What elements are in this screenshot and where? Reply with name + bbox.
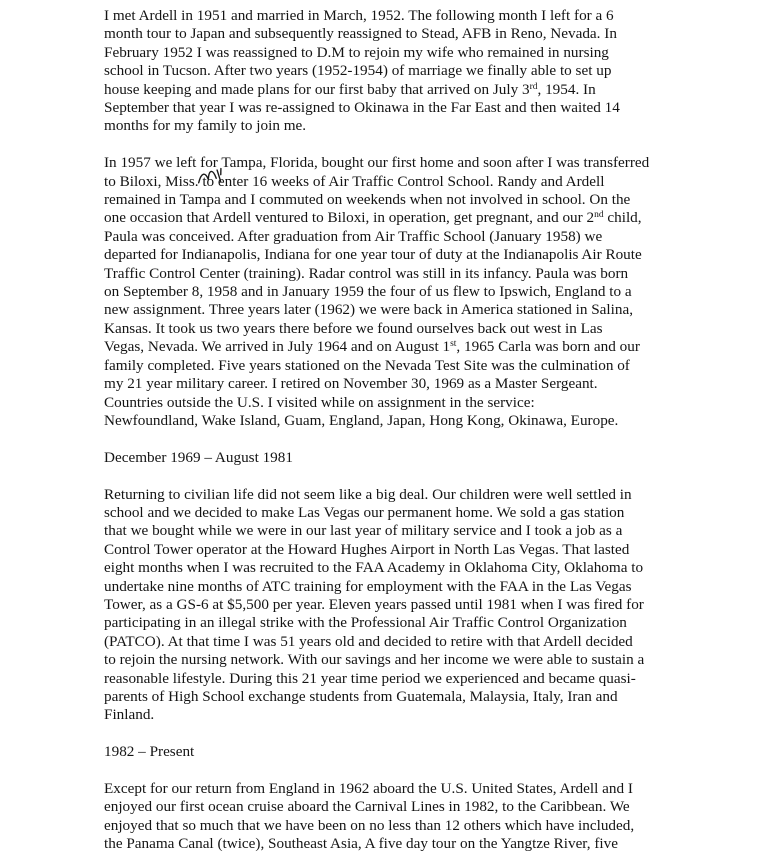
paragraph-gap [104, 467, 656, 485]
ordinal-suffix: rd [529, 81, 538, 92]
ordinal-suffix: nd [594, 210, 604, 221]
section-heading-1982-present: 1982 – Present [104, 743, 195, 761]
paragraph-gap [104, 136, 656, 154]
paragraph-cruises: Except for our return from England in 1962 aboard the U.S. United States, Ardell and I enjoyed our first ocean cruise aboard the Carnival Lines in 1982, to the Caribbean. We enjoyed that so much that we have been on no less than 12 others which have included, the Panama Canal (twice), Southeast Asia, A five day tour on the Yangtze River, five [104, 779, 635, 853]
paragraph-gap [104, 725, 656, 743]
section-heading-1969-1981: December 1969 – August 1981 [104, 448, 293, 466]
paragraph-gap [104, 762, 656, 780]
paragraph-civilian-life: Returning to civilian life did not seem like a big deal. Our children were well settled in school and we decided to make Las Vegas our permanent home. We sold a gas station that we bought while we were in our last year of military service and I took a job as a Control Tower operator at the Howard Hughes Airport in North Las Vegas. That lasted eight months when I was recruited to the FAA Academy in Oklahoma City, Oklahoma to undertake nine months of ATC training for employment with the FAA in the Las Vegas Tower, as a GS-6 at $5,500 per year. Eleven years passed until 1981 when I was fired for participating in an illegal strike with the Professional Air Traffic Control Organization (PATCO). At that time I was 51 years old and decided to retire with that Ardell decided to rejoin the nursing network. With our savings and her income we were able to sustain a reasonable lifestyle. During this 21 year time period we experienced and became quasi- parents of High School exchange students from Guatemala, Malaysia, Italy, Iran and Finland. [104, 485, 645, 724]
paragraph-military-career: In 1957 we left for Tampa, Florida, bought our first home and soon after I was transferred to Biloxi, Miss. to enter 16 weeks of Air Traffic Control School. Randy and Ardell remained in Tampa and I commuted on weekends when not involved in school. On the one occasion that Ardell ventured to Biloxi, in operation, get pregnant, and our 2nd child, Paula was conceived. After graduation from Air Traffic School (January 1958) we departed for Indianapolis, Indiana for one year tour of duty at the Indianapolis Air Route Traffic Control Center (training). Radar control was still in its infancy. Paula was born on September 8, 1958 and in January 1959 the four of us flew to Ipswich, England to a new assignment. Three years later (1962) we were back in America stationed in Salina, Kansas. It took us two years there before we found ourselves back out west in Las Vegas, Nevada. We arrived in July 1964 and on August 1st, 1965 Carla was born and our family completed. Five years stationed on the Nevada Test Site was the culmination of my 21 year military career. I retired on November 30, 1969 as a Master Sergeant. Countries outside the U.S. I visited while on assignment in the service: Newfoundland, Wake Island, Guam, England, Japan, Hong Kong, Okinawa, Europe. [104, 154, 650, 429]
paragraph-gap [104, 430, 656, 448]
paragraph-marriage: I met Ardell in 1951 and married in March, 1952. The following month I left for a 6 month tour to Japan and subsequently reassigned to Stead, AFB in Reno, Nevada. In February 1952 I was reassigned to D.M to rejoin my wife who remained in nursing school in Tucson. After two years (1952-1954) of marriage we finally able to set up house keeping and made plans for our first baby that arrived on July 3rd, 1954. In September that year I was re-assigned to Okinawa in the Far East and then waited 14 months for my family to join me. [104, 7, 620, 135]
document-page [104, 7, 656, 854]
ordinal-suffix: st [450, 339, 457, 350]
